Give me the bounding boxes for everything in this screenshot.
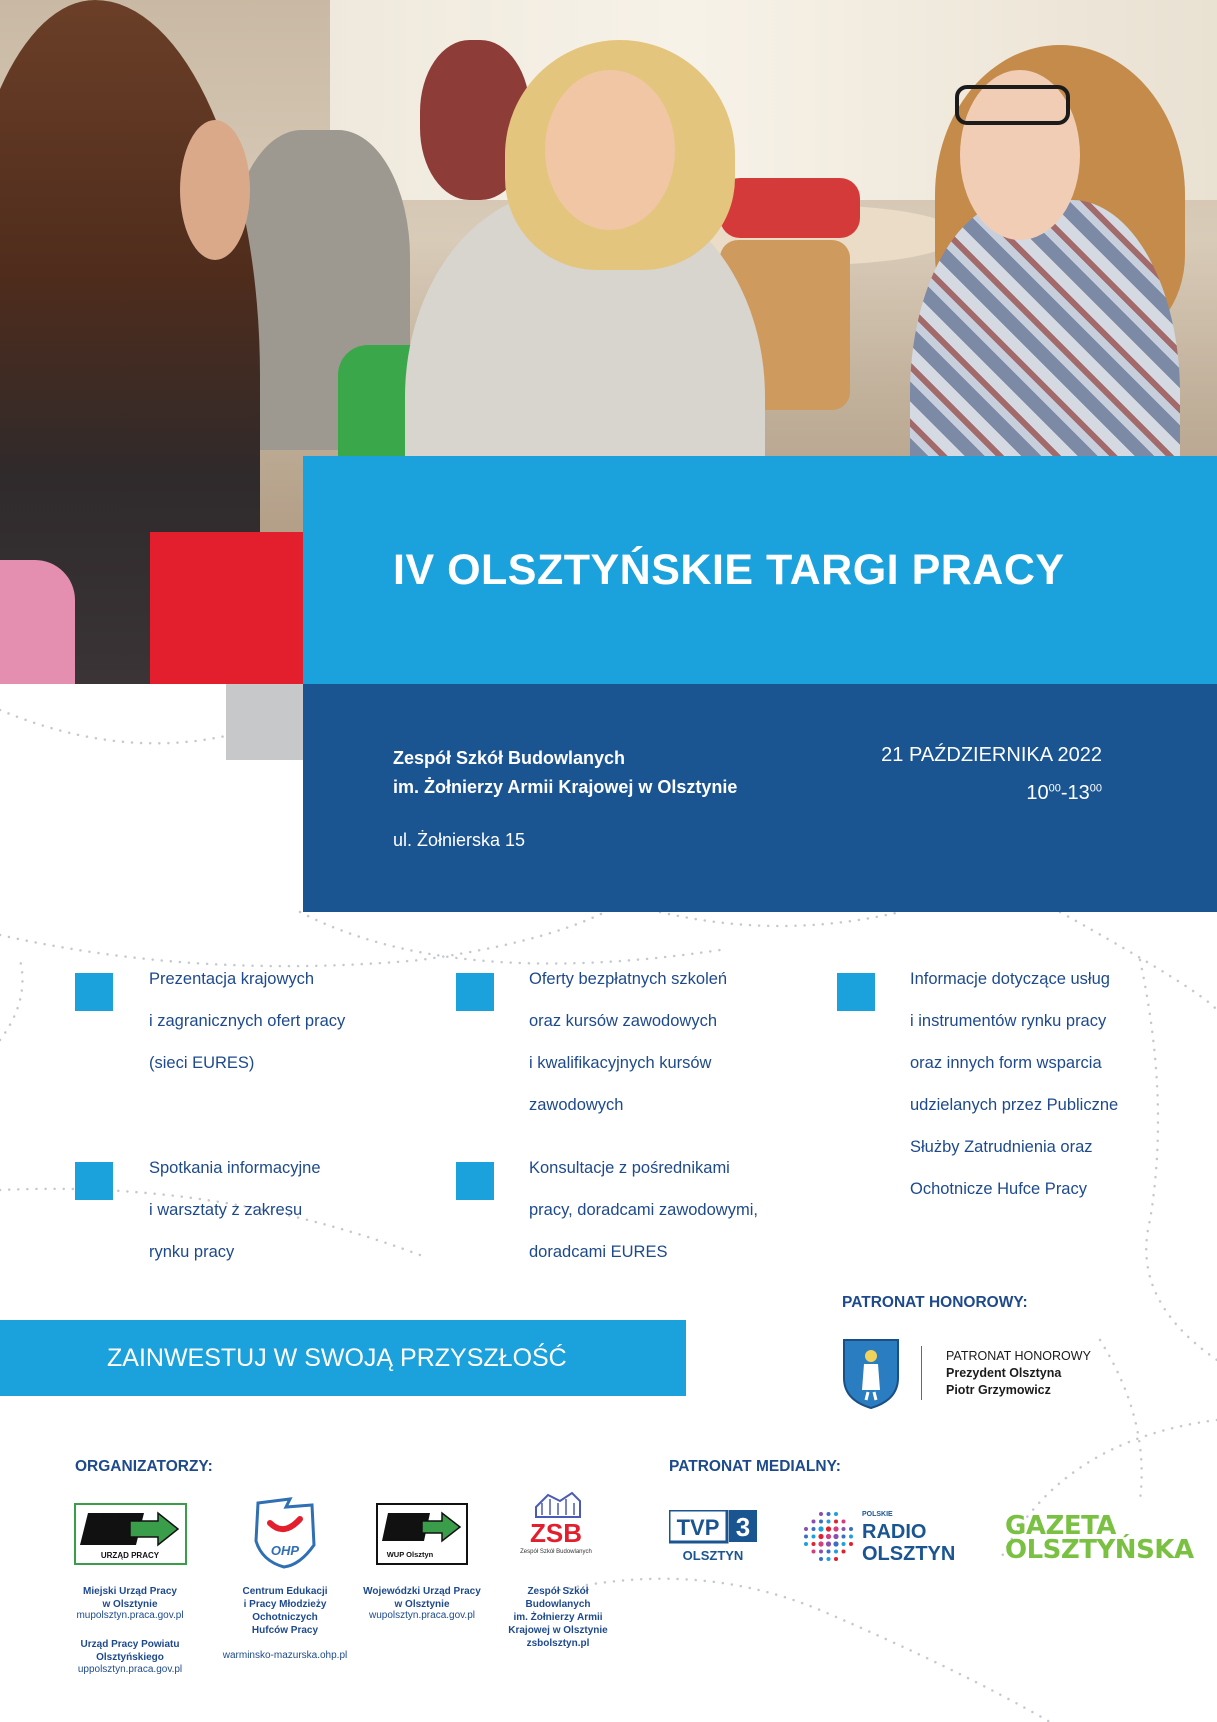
divider-line <box>921 1346 922 1400</box>
zsb-logo-icon <box>516 1487 596 1569</box>
wup-olsztyn-logo-icon <box>376 1503 468 1565</box>
svg-text:Zespół Szkół Budowlanych: Zespół Szkół Budowlanych <box>520 1549 592 1555</box>
feature-bullet-4 <box>75 1162 113 1200</box>
slogan: ZAINWESTUJ W SWOJĄ PRZYSZŁOŚĆ <box>107 1344 567 1372</box>
venue-line-1: Zespół Szkół Budowlanych <box>393 748 626 768</box>
venue-name <box>393 744 737 802</box>
feature-bullet-2 <box>456 973 494 1011</box>
org-upp-url: uppolsztyn.praca.gov.pl <box>77 1664 183 1675</box>
svg-text:WUP Olsztyn: WUP Olsztyn <box>386 1550 434 1559</box>
ohp-logo-icon <box>250 1497 320 1569</box>
red-accent-block <box>150 532 303 684</box>
grey-accent-block <box>226 684 303 760</box>
feature-informacje: Informacje dotyczące usług i instrumentów rynku pracy oraz innych form wsparcia udzielanych przez Publiczne Służby Zatrudnienia oraz Ochotnicze Hufce Pracy <box>910 970 1119 1198</box>
feature-bullet-3 <box>837 973 875 1011</box>
polskie-radio-olsztyn-logo-icon <box>800 1508 975 1566</box>
event-time: $10^{00}-13^{00}$ <box>1026 782 1102 804</box>
organizatorzy-label: ORGANIZATORZY: <box>75 1458 213 1475</box>
patronat-honorowy-label: PATRONAT HONOROWY: <box>842 1294 1028 1311</box>
gazeta-olsztynska-logo: GAZETA OLSZTYŃSKA <box>1005 1511 1194 1565</box>
info-band <box>303 684 1217 912</box>
org-mup-url: mupolsztyn.praca.gov.pl <box>76 1610 184 1621</box>
title-band <box>303 456 1217 684</box>
venue-street: ul. Żołnierska 15 <box>393 830 526 850</box>
org-wup-url: wupolsztyn.praca.gov.pl <box>369 1610 475 1621</box>
feature-konsultacje: Konsultacje z pośrednikami pracy, doradcami zawodowymi, doradcami EURES <box>529 1159 758 1261</box>
event-title: IV OLSZTYŃSKIE TARGI PRACY <box>393 546 1065 594</box>
svg-text:ZSB: ZSB <box>530 1518 582 1548</box>
org-ohp-name: Centrum Edukacji i Pracy Młodzieży Ochotniczych Hufców Pracy <box>242 1586 328 1636</box>
feature-prezentacja: Prezentacja krajowych i zagranicznych ofert pracy (sieci EURES) <box>149 970 346 1072</box>
feature-bullet-1 <box>75 973 113 1011</box>
feature-bullet-5 <box>456 1162 494 1200</box>
slogan-band <box>0 1320 686 1396</box>
svg-text:OLSZTYN: OLSZTYN <box>682 1548 744 1563</box>
feature-spotkania: Spotkania informacyjne i warsztaty z zakresu rynku pracy <box>149 1159 321 1261</box>
svg-text:OLSZTYN: OLSZTYN <box>862 1543 956 1565</box>
svg-text:OHP: OHP <box>270 1543 300 1558</box>
svg-text:RADIO: RADIO <box>862 1521 927 1543</box>
org-wup-name: Wojewódzki Urząd Pracy w Olsztynie <box>363 1586 481 1610</box>
urzad-pracy-logo-icon <box>74 1503 187 1565</box>
org-mup-name: Miejski Urząd Pracy w Olsztynie <box>83 1586 177 1610</box>
event-date: 21 PAŹDZIERNIKA 2022 <box>881 744 1102 766</box>
org-zsb-url: zsbolsztyn.pl <box>526 1638 590 1649</box>
patronat-medialny-label: PATRONAT MEDIALNY: <box>669 1458 841 1475</box>
org-zsb-name: Zespół Szkół Budowlanych im. Żołnierzy Armii Krajowej w Olsztynie <box>508 1586 608 1636</box>
svg-text:URZĄD PRACY: URZĄD PRACY <box>100 1551 160 1560</box>
svg-text:3: 3 <box>735 1512 751 1542</box>
svg-text:TVP: TVP <box>676 1515 720 1540</box>
olsztyn-crest-icon <box>842 1338 900 1410</box>
patronat-honorowy-text: PATRONAT HONOROWY Prezydent Olsztyna Piotr Grzymowicz <box>946 1349 1091 1397</box>
feature-oferty-szkolen: Oferty bezpłatnych szkoleń oraz kursów zawodowych i kwalifikacyjnych kursów zawodowych <box>529 970 728 1114</box>
org-upp-name: Urząd Pracy Powiatu Olsztyńskiego <box>80 1639 180 1663</box>
org-ohp-url: warminsko-mazurska.ohp.pl <box>222 1650 348 1661</box>
tvp3-olsztyn-logo-icon <box>669 1510 757 1564</box>
venue-line-2: im. Żołnierzy Armii Krajowej w Olsztynie <box>393 777 738 797</box>
svg-text:POLSKIE: POLSKIE <box>862 1511 893 1518</box>
